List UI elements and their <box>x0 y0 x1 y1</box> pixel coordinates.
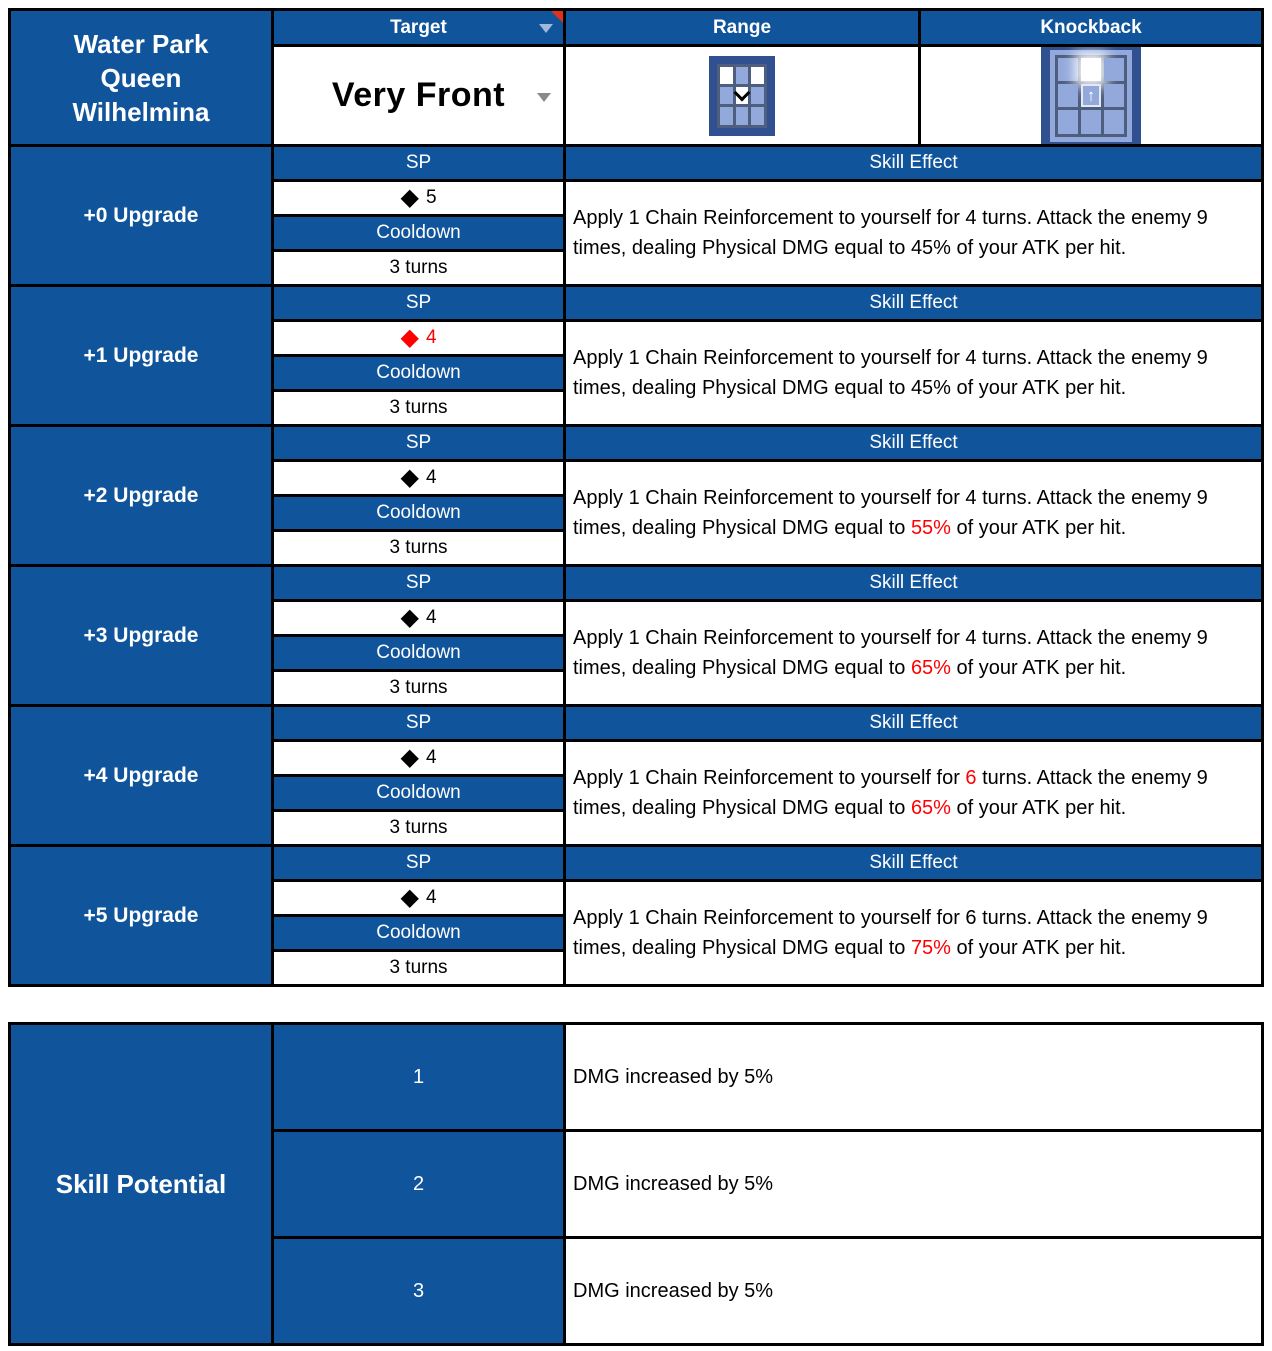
sp-number: 4 <box>425 607 437 628</box>
effect-segment: Apply 1 Chain Reinforcement to yourself for <box>573 487 966 509</box>
skill-table <box>8 8 1264 987</box>
effect-segment: of your ATK per hit. <box>950 517 1127 539</box>
range-target-chevron-icon <box>736 87 749 104</box>
sp-header: SP <box>274 707 563 739</box>
knockback-cell <box>921 47 1261 144</box>
effect-segment: turns. Attack the enemy 9 times, dealing Physical DMG equal to <box>573 627 1208 679</box>
skill-effect-header: Skill Effect <box>566 847 1261 879</box>
skill-effect-header: Skill Effect <box>566 147 1261 179</box>
sp-number: 4 <box>425 467 437 488</box>
upgrade-label: +0 Upgrade <box>11 147 271 284</box>
skill-effect-header: Skill Effect <box>566 427 1261 459</box>
target-value-label: Very Front <box>331 76 506 114</box>
cooldown-header: Cooldown <box>274 497 563 529</box>
sp-diamond-icon: ◆ <box>400 324 419 351</box>
character-title <box>11 11 271 144</box>
sp-value <box>274 182 563 214</box>
effect-percent: 65% <box>910 797 951 819</box>
cooldown-value: 3 turns <box>274 532 563 564</box>
target-value-cell[interactable] <box>274 47 563 144</box>
effect-percent: 65% <box>910 657 951 679</box>
sp-header: SP <box>274 287 563 319</box>
sp-header: SP <box>274 147 563 179</box>
skill-effect-header: Skill Effect <box>566 287 1261 319</box>
sp-header: SP <box>274 847 563 879</box>
range-header-label: Range <box>712 16 772 38</box>
cooldown-value: 3 turns <box>274 672 563 704</box>
potential-effect: DMG increased by 5% <box>566 1239 1261 1343</box>
sp-diamond-icon: ◆ <box>400 184 419 211</box>
range-grid-icon <box>709 56 775 136</box>
effect-segment: Apply 1 Chain Reinforcement to yourself for <box>573 347 966 369</box>
skill-effect-header: Skill Effect <box>566 567 1261 599</box>
skill-effect-text <box>566 182 1261 284</box>
upgrade-label: +2 Upgrade <box>11 427 271 564</box>
effect-percent: 45% <box>910 377 951 399</box>
filter-dropdown-icon[interactable] <box>539 24 553 33</box>
skill-effect-text <box>566 602 1261 704</box>
sp-diamond-icon: ◆ <box>400 604 419 631</box>
knockback-column-header <box>921 11 1261 44</box>
effect-percent: 55% <box>910 517 951 539</box>
sp-header: SP <box>274 567 563 599</box>
effect-segment: Apply 1 Chain Reinforcement to yourself for <box>573 907 966 929</box>
upgrade-label: +3 Upgrade <box>11 567 271 704</box>
chevron-down-icon[interactable] <box>537 93 551 102</box>
range-cell <box>566 47 918 144</box>
effect-segment: turns. Attack the enemy 9 times, dealing Physical DMG equal to <box>573 767 1208 819</box>
title-line: Queen <box>100 62 182 93</box>
sp-value <box>274 322 563 354</box>
effect-turns: 4 <box>965 627 977 649</box>
cooldown-header: Cooldown <box>274 217 563 249</box>
sp-value <box>274 602 563 634</box>
cooldown-value: 3 turns <box>274 392 563 424</box>
effect-segment: turns. Attack the enemy 9 times, dealing Physical DMG equal to <box>573 487 1208 539</box>
sp-number: 4 <box>425 327 437 348</box>
effect-segment: turns. Attack the enemy 9 times, dealing Physical DMG equal to <box>573 907 1208 959</box>
effect-segment: of your ATK per hit. <box>950 657 1127 679</box>
sp-value <box>274 882 563 914</box>
skill-effect-text <box>566 462 1261 564</box>
cooldown-header: Cooldown <box>274 637 563 669</box>
target-column-header <box>274 11 563 44</box>
skill-potential-label: Skill Potential <box>11 1025 271 1343</box>
title-line: Water Park <box>73 28 209 59</box>
sp-number: 4 <box>425 887 437 908</box>
potential-level: 1 <box>274 1025 563 1129</box>
effect-segment: of your ATK per hit. <box>950 377 1127 399</box>
sp-number: 4 <box>425 747 437 768</box>
effect-percent: 45% <box>910 237 951 259</box>
sp-number: 5 <box>425 187 437 208</box>
effect-segment: of your ATK per hit. <box>950 797 1127 819</box>
cooldown-header: Cooldown <box>274 917 563 949</box>
effect-turns: 6 <box>965 767 977 789</box>
sp-header: SP <box>274 427 563 459</box>
potential-level: 2 <box>274 1132 563 1236</box>
cooldown-header: Cooldown <box>274 777 563 809</box>
cooldown-value: 3 turns <box>274 952 563 984</box>
cooldown-value: 3 turns <box>274 252 563 284</box>
knockback-up-arrow-icon: ↑ <box>1081 84 1101 107</box>
skill-effect-text <box>566 322 1261 424</box>
effect-turns: 4 <box>965 347 977 369</box>
upgrade-label: +1 Upgrade <box>11 287 271 424</box>
effect-segment: turns. Attack the enemy 9 times, dealing Physical DMG equal to <box>573 347 1208 399</box>
sp-value <box>274 742 563 774</box>
upgrade-label: +5 Upgrade <box>11 847 271 984</box>
effect-segment: of your ATK per hit. <box>950 937 1127 959</box>
effect-turns: 4 <box>965 207 977 229</box>
effect-segment: Apply 1 Chain Reinforcement to yourself for <box>573 627 966 649</box>
sp-diamond-icon: ◆ <box>400 884 419 911</box>
target-header-label: Target <box>390 16 447 38</box>
skill-effect-text <box>566 742 1261 844</box>
skill-effect-text <box>566 882 1261 984</box>
cell-note-corner-icon <box>551 11 563 23</box>
potential-level: 3 <box>274 1239 563 1343</box>
sp-diamond-icon: ◆ <box>400 464 419 491</box>
effect-segment: Apply 1 Chain Reinforcement to yourself for <box>573 207 966 229</box>
effect-segment: turns. Attack the enemy 9 times, dealing Physical DMG equal to <box>573 207 1208 259</box>
range-column-header <box>566 11 918 44</box>
effect-segment: Apply 1 Chain Reinforcement to yourself for <box>573 767 966 789</box>
sp-diamond-icon: ◆ <box>400 744 419 771</box>
skill-potential-table <box>8 1022 1264 1346</box>
cooldown-header: Cooldown <box>274 357 563 389</box>
effect-percent: 75% <box>910 937 951 959</box>
cooldown-value: 3 turns <box>274 812 563 844</box>
knockback-header-label: Knockback <box>1040 16 1142 38</box>
effect-turns: 4 <box>965 487 977 509</box>
title-line: Wilhelmina <box>72 96 210 127</box>
potential-effect: DMG increased by 5% <box>566 1132 1261 1236</box>
knockback-grid-icon <box>1041 47 1141 144</box>
effect-segment: of your ATK per hit. <box>950 237 1127 259</box>
upgrade-label: +4 Upgrade <box>11 707 271 844</box>
potential-effect: DMG increased by 5% <box>566 1025 1261 1129</box>
effect-turns: 6 <box>965 907 977 929</box>
sp-value <box>274 462 563 494</box>
skill-effect-header: Skill Effect <box>566 707 1261 739</box>
